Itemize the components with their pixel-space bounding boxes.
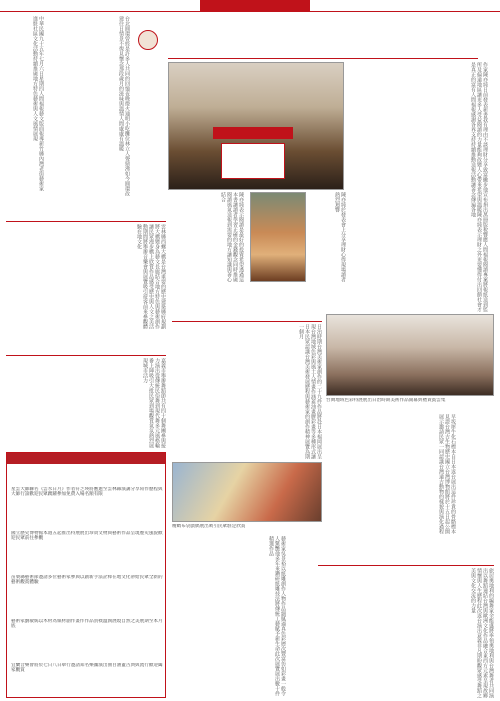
taiwan-subheadline xyxy=(180,310,320,320)
dance-headline xyxy=(6,336,166,354)
taiwan-body: 日治時期台灣美術家創作的二十九件作品將赴日本福岡展出呈現台灣地域色彩與風土人情畫作涵蓋油畫膠彩畫等多種形式讓日本民眾認識台灣美術發展歷程與藝術家的創作精神展覽為期一個月 xyxy=(298,324,322,459)
lead-body-right: 作家陳亦純日前發表新書我有理由不談理財分享致富撇步他宣布捐出萬冊版稅響應人間福報閱讀專案將報紙送到監所及偏遠地區讓更多人受益閱讀的力量能夠改變人心帶來希望與溫暖陳亦純表示理財之外更要懂得付出回饋社會才是真正的富有人間福報感謝各界支持持續推動送報活動讓善念傳遍各地 xyxy=(470,62,488,312)
lead-headline xyxy=(164,18,484,46)
exhibit-caption: 台灣地域色彩特展展出日治時期美術作品開幕典禮貴賓雲集 xyxy=(326,398,446,403)
sidebar-header xyxy=(7,453,165,464)
carving-headline xyxy=(290,536,314,696)
lead-photo xyxy=(168,62,344,190)
column-badge xyxy=(138,30,158,50)
carving-body: 藝術家吳景裕以紙雕創作人物作品細膩逼真色彩層次豐富仿如彩畫一般令人驚艷他多年來鑽研紙雕技法將傳統工藝賦予新生命此次展覽展出數十件精選作品 xyxy=(268,536,286,696)
donation-board xyxy=(221,143,285,179)
column-title xyxy=(138,58,160,148)
sidebar-item-body: 星雲大師聯名《雲水日月》作者符芝瑛將應邀至雲林縣演講分享寫作歷程與大師行誼歡迎民眾踴躍參加免費入場名額有限 xyxy=(11,487,163,498)
bridge-headline xyxy=(6,202,166,220)
yu-rule xyxy=(318,565,494,566)
portrait-photo xyxy=(250,192,306,282)
photo-banner xyxy=(213,127,293,139)
taiwan-rule xyxy=(172,321,322,322)
puppet-caption: 精緻布袋戲偶展出吸引民眾駐足欣賞 xyxy=(172,524,246,529)
dance-rule xyxy=(6,355,166,356)
cattle-headline xyxy=(472,414,494,534)
cattle-subheadline xyxy=(460,414,470,534)
cattle-body: 早坂犀牛化石標本自日本返台展出這件珍貴的骨骼標本見證台灣古生物歷史國立台灣博物館將於十五日起公開展示邀請民眾一同認識台灣遠古動物的樣貌與演化過程 xyxy=(438,414,456,534)
sidebar-item: 宜蘭音樂會將於七日八日舉行邀請知名樂團演出曲目涵蓋古典與流行歡迎闔家觀賞 xyxy=(11,663,163,674)
portrait-caption: 陳亦純於發表會上分享理財心得現場讀者熱烈迴響 xyxy=(334,192,346,282)
lead-rule xyxy=(168,58,478,59)
puppet-photo xyxy=(172,462,322,522)
sidebar-item: 苗栗縣藝術節邀請多位藝術家參與以創新手法詮釋在地文化帶給民眾全新的藝術觀賞體驗 xyxy=(11,575,163,586)
yu-body: 旅居奧地利的編舞家余能盛將率領奧地利與台灣舞者共同演出以舞蹈連結台灣與歐洲文化作品融合東西方元素呈現故鄉情懷與人生歷程此次返台演出意義非凡期盼觀眾感受舞蹈之美與文化交流的力量 xyxy=(470,568,494,698)
sidebar-info xyxy=(6,452,166,698)
bridge-body: 雲林縣西螺大橋是台灣重要的歷史建築縣府規劃將大橋變身為藝文長廊結合地方特色與藝術創作讓民眾漫步橋上欣賞作品感受歷史與人文之美活動期間將舉辦音樂會與展覽吸引遊客前來參觀體驗在地文化 xyxy=(136,224,166,329)
dance-body: 嘉義市舉辦舞蹈節共有四十個舞團參與接力演出從傳統民俗舞到現代舞多元風格輪番上陣吸引大批民眾到場觀賞氣氛熱烈展現城市活力 xyxy=(142,358,166,448)
left-margin-column: 中華民國九十五年七月六日星期四人間福報藝文版面報導新竹縣內灣老街藝術家進駐社區文化活動持續推廣地方特色藝術與人文風情展現 xyxy=(32,16,44,191)
bridge-rule xyxy=(6,221,166,222)
yu-subheadline xyxy=(318,554,494,564)
lead-body-lower: 陳亦純表示閱讀是最好的投資希望透過這本書讓讀者學習正確的金錢觀念同時推廣閱讀風氣送報到需要的地方讓知識與善心結合 xyxy=(220,192,244,282)
exhibit-photo xyxy=(326,314,494,396)
column-body-left: 台北圓環曾經是許多人共同的回憶夜晚燈火通明小吃攤位林立人聲鼎沸如今圓環改建往日情景不復見懷念那段歲月的滋味與溫情人間處處有溫暖 xyxy=(118,16,130,196)
lead-subheadline xyxy=(186,46,476,58)
masthead-logo xyxy=(200,0,310,11)
sidebar-item: 國立歷史博物館本週五起推出特展展出珍貴文物與藝術作品呈現歷史風貌歡迎民眾前往參觀 xyxy=(11,531,163,542)
sidebar-item: 藝術家劉敏嫣以木材為媒材創作畫作作品質樸溫潤展現自然之美展期至本月底 xyxy=(11,619,163,630)
taiwan-headline xyxy=(172,290,322,308)
yu-headline xyxy=(318,534,494,552)
